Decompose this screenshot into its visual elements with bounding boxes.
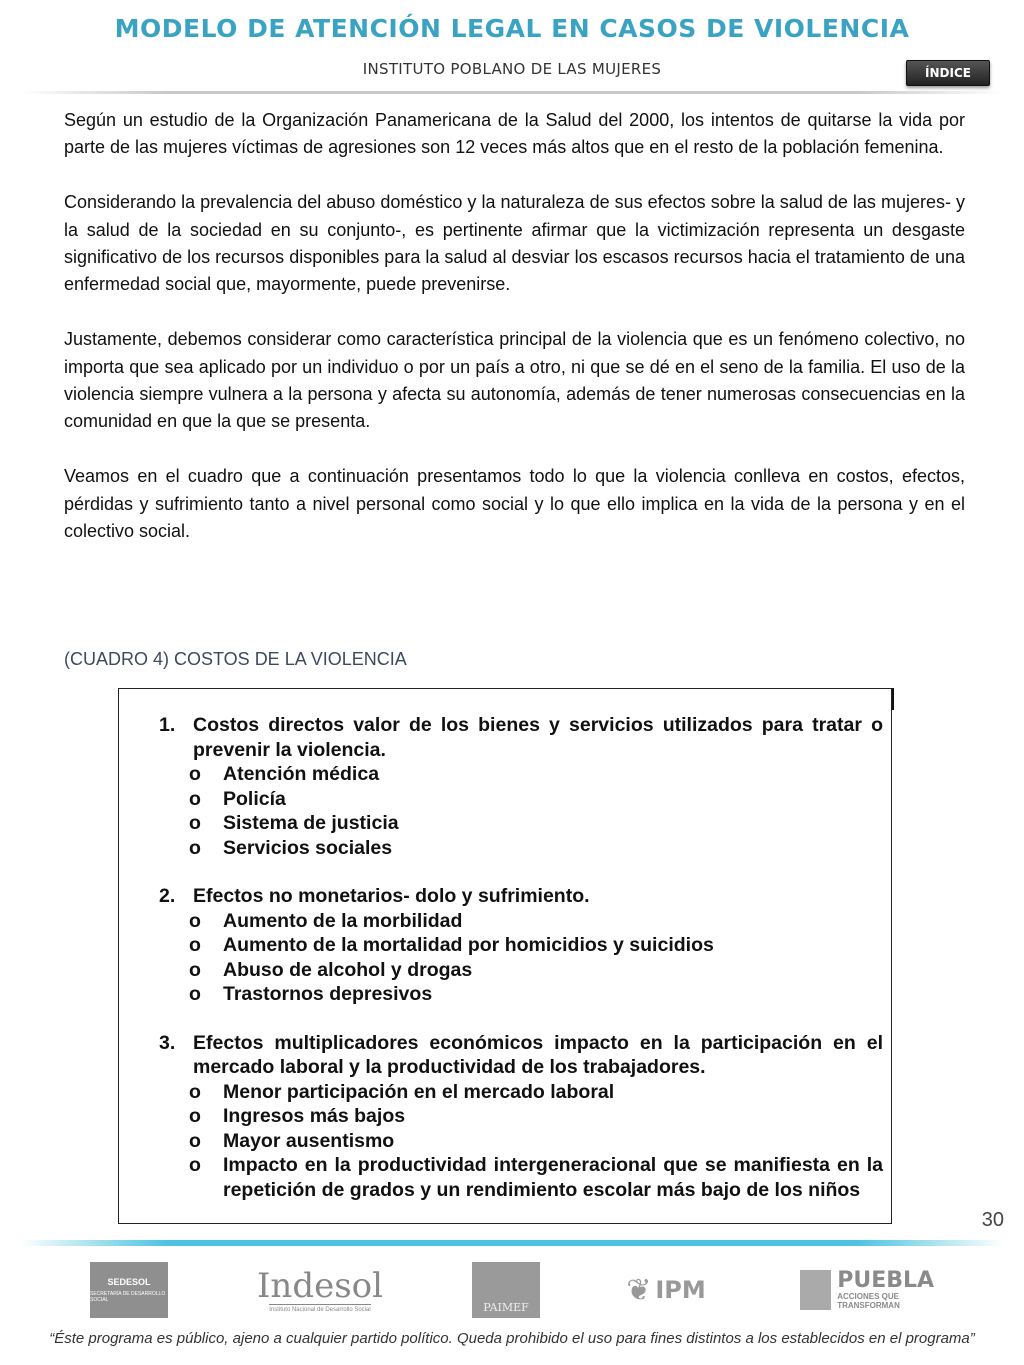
section-number: 3. xyxy=(159,1031,176,1054)
list-item: o Menor participación en el mercado laboral xyxy=(159,1080,883,1105)
bullet-icon: o xyxy=(189,1129,201,1152)
bullet-icon: o xyxy=(189,1154,201,1176)
paragraph: Según un estudio de la Organización Panamericana de la Salud del 2000, los intentos de quitarse la vida por parte de las mujeres víctimas de agresiones son 12 veces más altos que en el resto de la población femenina. xyxy=(64,110,965,158)
box-edge-mark xyxy=(892,688,894,710)
bullet-icon: o xyxy=(189,1105,201,1127)
institution-subtitle: INSTITUTO POBLANO DE LAS MUJERES xyxy=(362,60,662,78)
bullet-icon: o xyxy=(189,983,201,1005)
list-item: o Trastornos depresivos xyxy=(159,982,883,1007)
list-item: o Aumento de la morbilidad xyxy=(159,909,883,934)
list-item: o Mayor ausentismo xyxy=(159,1129,883,1154)
section-number: 1. xyxy=(159,714,176,736)
section-items xyxy=(159,762,883,860)
list-item: o Impacto en la productividad intergeneracional que se manifiesta en la repetición de grados y un rendimiento escolar más bajo de los niños xyxy=(159,1153,883,1202)
cuadro-box xyxy=(118,688,892,1224)
list-item: o Servicios sociales xyxy=(159,836,883,861)
list-item: o Aumento de la mortalidad por homicidios y suicidios xyxy=(159,933,883,958)
paimef-logo: PAIMEF xyxy=(472,1262,540,1318)
cost-section xyxy=(159,884,883,1007)
page-number: 30 xyxy=(981,1209,1004,1231)
section-items xyxy=(159,1080,883,1203)
list-item: o Sistema de justicia xyxy=(159,811,883,836)
section-heading: Efectos multiplicadores económicos impacto en la participación en el mercado laboral y la productividad de los trabajadores. xyxy=(193,1031,883,1078)
bullet-icon: o xyxy=(189,812,201,834)
index-button[interactable]: ÍNDICE xyxy=(906,60,990,86)
section-heading: Efectos no monetarios- dolo y sufrimiento. xyxy=(193,885,590,907)
paragraph: Considerando la prevalencia del abuso doméstico y la naturaleza de sus efectos sobre la salud de las mujeres- y la salud de la sociedad en su conjunto-, es pertinente afirmar que la victimización representa un desgaste significativo de los recursos disponibles para la salud al desviar los escasos recursos hacia el tratamiento de una enfermedad social que, mayormente, puede prevenirse. xyxy=(64,192,965,295)
section-items xyxy=(159,909,883,1007)
bullet-icon: o xyxy=(189,934,201,956)
footer-divider xyxy=(20,1240,1004,1246)
legal-disclaimer: “Éste programa es público, ajeno a cualquier partido político. Queda prohibido el uso para fines distintos a los establecidos en el programa” xyxy=(49,1330,975,1347)
sponsor-logos xyxy=(0,1262,1024,1322)
paragraph: Veamos en el cuadro que a continuación presentamos todo lo que la violencia conlleva en costos, efectos, pérdidas y sufrimiento tanto a nivel personal como social y lo que ello implica en la vida de la persona y en el colectivo social. xyxy=(64,466,965,542)
cost-section xyxy=(159,713,883,860)
flame-icon: ❦ xyxy=(626,1273,652,1307)
bullet-icon: o xyxy=(189,909,201,932)
cuadro-sections xyxy=(159,713,883,1226)
page-header xyxy=(0,0,1024,100)
paragraph: Justamente, debemos considerar como característica principal de la violencia que es un fenómeno colectivo, no importa que sea aplicado por un individuo o por un país a otro, ni que se dé en el seno de la familia. El uso de la violencia siempre vulnera a la persona y afecta su autonomía, además de tener numerosas consecuencias en la comunidad en que la que se presenta. xyxy=(64,329,965,432)
bullet-icon: o xyxy=(189,958,201,981)
section-number: 2. xyxy=(159,885,176,907)
bullet-icon: o xyxy=(189,1080,201,1103)
body-text xyxy=(64,107,965,573)
header-divider xyxy=(20,91,1004,94)
cost-section xyxy=(159,1031,883,1203)
list-item: o Policía xyxy=(159,787,883,812)
list-item: o Abuso de alcohol y drogas xyxy=(159,958,883,983)
indesol-logo: Indesol Instituto Nacional de Desarrollo Social xyxy=(256,1265,383,1313)
bullet-icon: o xyxy=(189,836,201,859)
sedesol-logo: SEDESOL SECRETARÍA DE DESARROLLO SOCIAL xyxy=(90,1262,168,1318)
puebla-logo: PUEBLA ACCIONES QUE TRANSFORMAN xyxy=(800,1262,936,1318)
ipm-logo: ❦ IPM xyxy=(626,1273,706,1307)
puebla-mark-icon xyxy=(800,1270,831,1310)
cuadro-title: (CUADRO 4) COSTOS DE LA VIOLENCIA xyxy=(64,649,407,669)
document-title: MODELO DE ATENCIÓN LEGAL EN CASOS DE VIOLENCIA xyxy=(114,14,910,43)
bullet-icon: o xyxy=(189,763,201,785)
list-item: o Atención médica xyxy=(159,762,883,787)
list-item: o Ingresos más bajos xyxy=(159,1104,883,1129)
section-heading: Costos directos valor de los bienes y servicios utilizados para tratar o prevenir la violencia. xyxy=(193,714,883,761)
bullet-icon: o xyxy=(189,787,201,810)
